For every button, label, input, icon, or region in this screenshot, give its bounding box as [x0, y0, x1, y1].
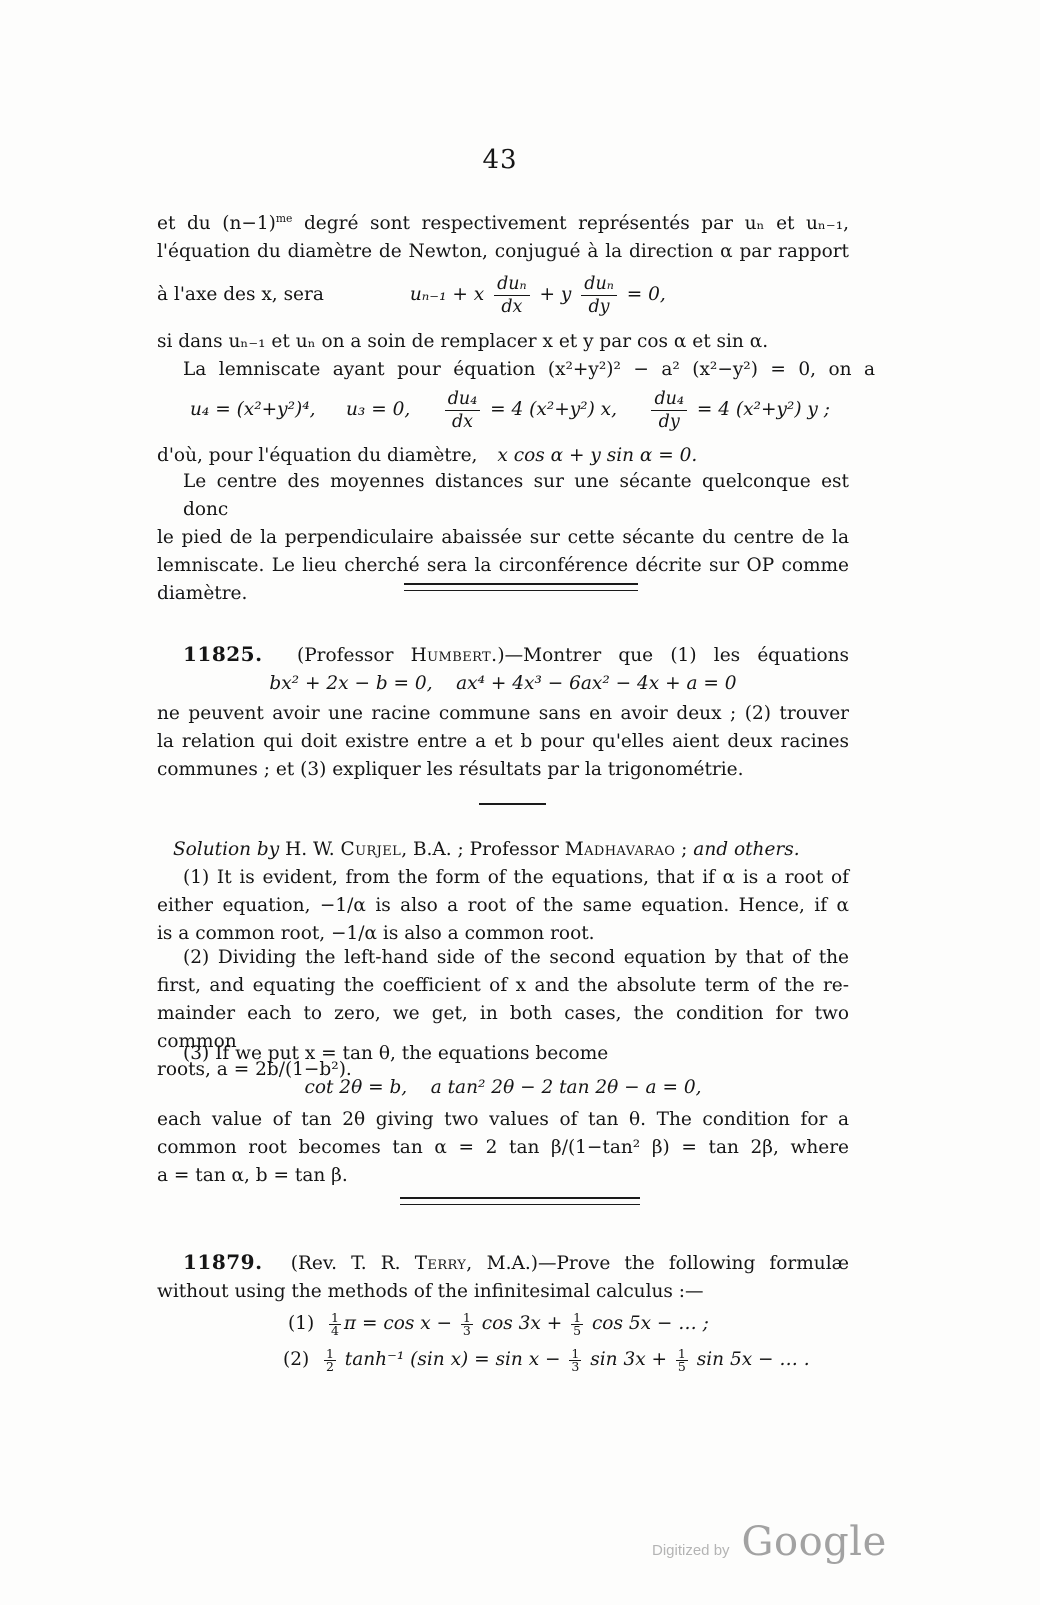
page-number: 43 [482, 145, 518, 175]
text-line: l'équation du diamètre de Newton, conjugué à la direction α par rapport [157, 241, 849, 262]
fraction-numerator: du₄ [651, 389, 687, 411]
text-run: degré sont respectivement représentés par uₙ et uₙ₋₁, [292, 213, 849, 234]
question-number: 11825. [183, 642, 263, 666]
fraction-numerator: 1 [325, 1345, 334, 1361]
equation-run: uₙ₋₁ + x [409, 284, 491, 305]
text-line: communes ; et (3) expliquer les résultats par la trigonométrie. [157, 759, 744, 780]
fraction [329, 1309, 341, 1338]
fraction-denominator: dy [588, 296, 610, 317]
equation-run: tanh⁻¹ (sin x) = sin x − [338, 1349, 567, 1370]
text-run: H. W. [285, 839, 341, 860]
text-line: La lemniscate ayant pour équation (x²+y²)² − a² (x²−y²) = 0, on a [183, 359, 875, 380]
text-run: d'où, pour l'équation du diamètre, [157, 445, 478, 466]
text-line [157, 442, 849, 470]
text-line: is a common root, −1/α is also a common root. [157, 923, 595, 944]
text-line: ne peuvent avoir une racine commune sans en avoir deux ; (2) trouver [157, 703, 849, 724]
author-name: Terry, [414, 1253, 473, 1274]
section-divider-double-rule [400, 1197, 640, 1205]
text-line: Le centre des moyennes distances sur une sécante quelconque est donc [183, 471, 849, 520]
fraction-denominator: 3 [462, 1322, 471, 1338]
text-line: common root becomes tan α = 2 tan β/(1−tan² β) = tan 2β, where [157, 1137, 849, 1158]
fraction-denominator: 5 [677, 1358, 686, 1374]
fraction [581, 274, 617, 317]
text-line: either equation, −1/α is also a root of the same equation. Hence, if α [157, 895, 849, 916]
solution-byline [157, 836, 865, 864]
fraction-denominator: dx [451, 411, 474, 432]
author-name: Humbert. [410, 645, 498, 666]
fraction-denominator: 4 [330, 1322, 339, 1338]
solution-equation: cot 2θ = b, a tan² 2θ − 2 tan 2θ − a = 0, [304, 1077, 702, 1098]
fraction [651, 389, 687, 432]
fraction-denominator: 3 [571, 1358, 580, 1374]
section-divider-double-rule [404, 583, 638, 591]
fraction [324, 1345, 336, 1374]
text-line: a = tan α, b = tan β. [157, 1165, 348, 1186]
fraction-numerator: 1 [571, 1345, 580, 1361]
text-run: Solution by [173, 839, 286, 860]
equation-run: u₃ = 0, [346, 399, 411, 420]
question-11879-heading [157, 1248, 849, 1306]
equation-run: = 0, [620, 284, 666, 305]
newton-diameter-equation-row [157, 268, 849, 322]
google-logo: Google [741, 1519, 887, 1565]
text-line: first, and equating the coefficient of x and the absolute term of the re- [157, 975, 849, 996]
equation-run: u₄ = (x²+y²)⁴, [190, 399, 316, 420]
superscript-run: me [275, 211, 293, 225]
fraction-numerator: duₙ [494, 274, 530, 296]
text-run: , B.A. ; Professor [401, 839, 565, 860]
text-run: à l'axe des x, sera [157, 284, 324, 305]
question-11825-equation: bx² + 2x − b = 0, ax⁴ + 4x³ − 6ax² − 4x + a = 0 [269, 673, 737, 694]
lemniscate-equation-row [190, 384, 830, 436]
fraction [445, 389, 481, 432]
equation-run: cos 3x + [475, 1313, 569, 1334]
fraction-denominator: 2 [325, 1358, 334, 1374]
text-line: (2) Dividing the left-hand side of the second equation by that of the [183, 947, 849, 968]
text-run: M.A.)—Prove the following formulæ [472, 1253, 849, 1274]
equation-run: π = cos x − [343, 1313, 458, 1334]
fraction-numerator: duₙ [581, 274, 617, 296]
digitized-watermark [652, 1519, 887, 1565]
solution-divider-rule [479, 803, 546, 805]
text-line [157, 1248, 849, 1278]
equation-run: sin 5x − … . [690, 1349, 810, 1370]
fraction [569, 1345, 581, 1374]
formula-2-row [283, 1342, 810, 1378]
text-run: ; [675, 839, 694, 860]
text-run: (Rev. T. R. [262, 1253, 415, 1274]
solution-paragraph-4 [157, 1106, 849, 1190]
text-line: mainder each to zero, we get, in both cases, the condition for two common [157, 1003, 849, 1052]
text-line: each value of tan 2θ giving two values of tan θ. The condition for a [157, 1109, 849, 1130]
text-run: )—Montrer que (1) les équations [497, 645, 849, 666]
equation-label: (2) [283, 1349, 321, 1370]
solver-name: Curjel [340, 839, 402, 860]
question-number: 11879. [183, 1250, 263, 1274]
fraction [494, 274, 530, 317]
fraction-denominator: dx [501, 296, 523, 317]
fraction [676, 1345, 688, 1374]
equation [441, 389, 617, 432]
fraction-numerator: 1 [573, 1309, 582, 1325]
solution-paragraph-3: (3) If we put x = tan θ, the equations become [183, 1043, 609, 1064]
equation-run: = 4 (x²+y²) y ; [690, 399, 830, 420]
formula-1-row [288, 1306, 709, 1342]
question-11825-heading [157, 640, 849, 670]
equation [647, 389, 830, 432]
text-line: without using the methods of the infinitesimal calculus :— [157, 1281, 704, 1302]
text-line: le pied de la perpendiculaire abaissée sur cette sécante du centre de la [157, 527, 849, 548]
fraction-denominator: 5 [573, 1322, 582, 1338]
question-11825-body [157, 700, 849, 784]
text-line: lemniscate. Le lieu cherché sera la circonférence décrite sur OP comme [157, 555, 849, 576]
fraction [461, 1309, 473, 1338]
fraction [571, 1309, 583, 1338]
fraction-numerator: 1 [677, 1345, 686, 1361]
intro-paragraph [157, 210, 849, 266]
text-line: si dans uₙ₋₁ et uₙ on a soin de remplacer x et y par cos α et sin α. [157, 331, 769, 352]
text-run: (Professor [262, 645, 411, 666]
fraction-numerator: du₄ [445, 389, 481, 411]
equation-run: = 4 (x²+y²) x, [484, 399, 617, 420]
text-line: la relation qui doit existre entre a et b pour qu'elles aient deux racines [157, 731, 849, 752]
fraction-numerator: 1 [330, 1309, 339, 1325]
equation [410, 274, 666, 317]
fraction-numerator: 1 [462, 1309, 471, 1325]
text-run: et du (n−1) [157, 213, 276, 234]
solution-paragraph-1 [157, 864, 849, 948]
watermark-prefix: Digitized by [652, 1542, 730, 1559]
equation-run: x cos α + y sin α = 0. [497, 445, 698, 466]
equation-run: sin 3x + [584, 1349, 673, 1370]
equation-label: (1) [288, 1313, 326, 1334]
equation-run: + y [533, 284, 578, 305]
text-run: and others. [693, 839, 800, 860]
text-line: (1) It is evident, from the form of the equations, that if α is a root of [183, 867, 849, 888]
equation-run: cos 5x − … ; [586, 1313, 709, 1334]
text-line: diamètre. [157, 583, 248, 604]
fraction-denominator: dy [658, 411, 680, 432]
solver-name: Madhavarao [564, 839, 676, 860]
text-line: roots, a = 2b/(1−b²). [157, 1059, 352, 1080]
text-line [157, 210, 849, 238]
